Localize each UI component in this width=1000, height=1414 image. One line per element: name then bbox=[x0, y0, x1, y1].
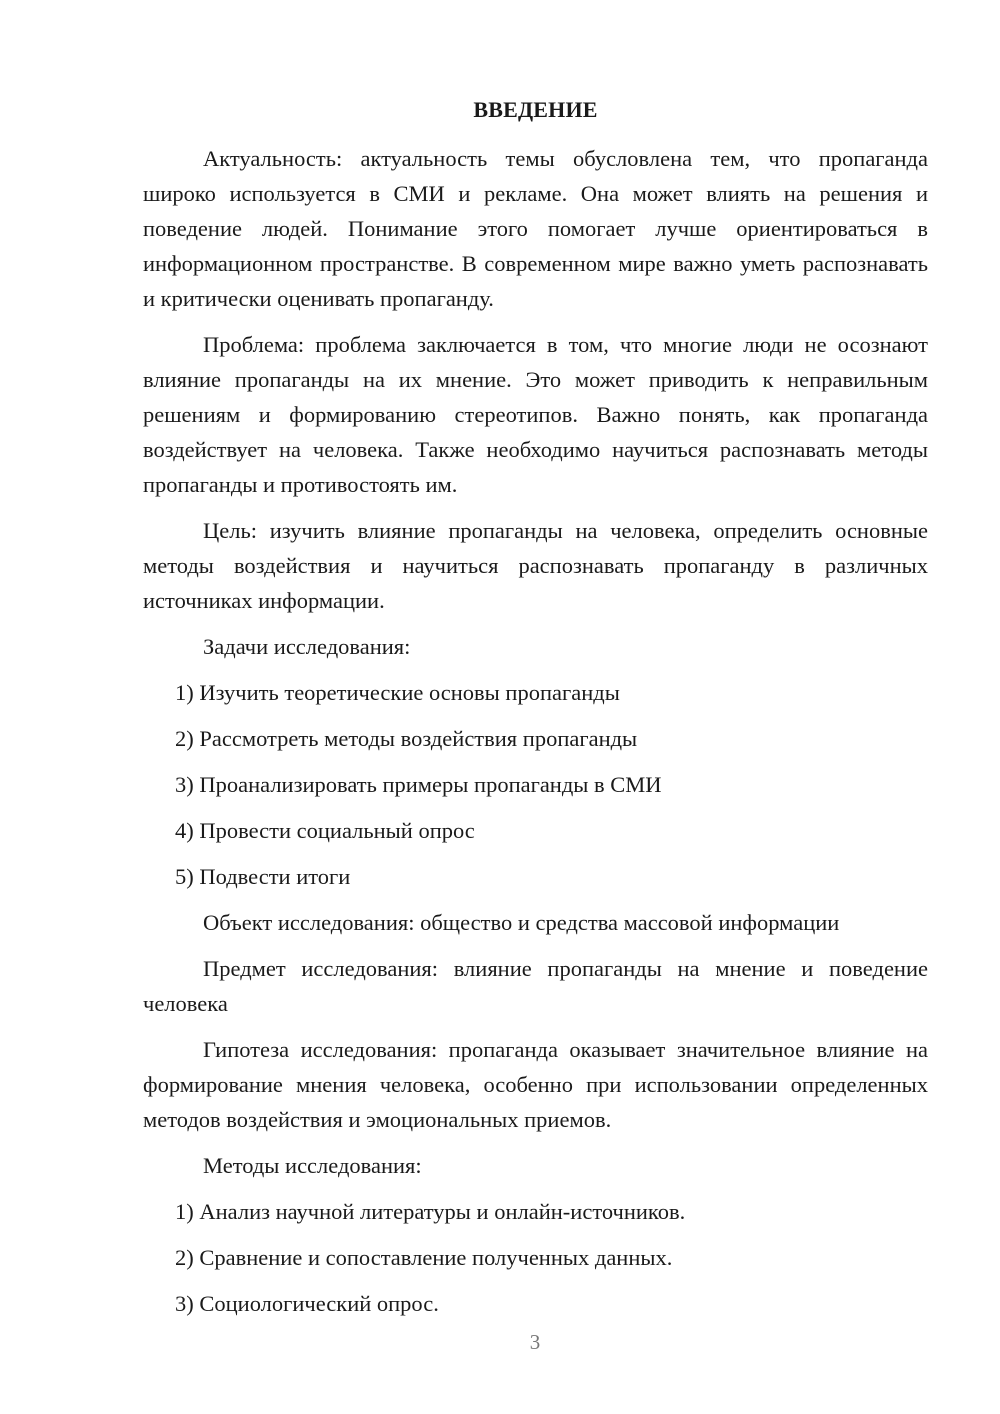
problem-paragraph: Проблема: проблема заключается в том, что многие люди не осознают влияние пропаганды на их мнение. Это может приводить к неправильным решениям и формированию стереотипов. Важно понять, как пропаганда воздействует на человека. Также необходимо научиться распознавать методы пропаганды и противостоять им. bbox=[143, 332, 928, 497]
method-item-1: 1) Анализ научной литературы и онлайн-источников. bbox=[175, 1199, 686, 1224]
object-paragraph: Объект исследования: общество и средства массовой информации bbox=[203, 910, 840, 935]
subject-paragraph: Предмет исследования: влияние пропаганды на мнение и поведение человека bbox=[143, 956, 928, 1016]
goal-paragraph: Цель: изучить влияние пропаганды на человека, определить основные методы воздействия и научиться распознавать пропаганду в различных источниках информации. bbox=[143, 518, 928, 613]
method-item-3: 3) Социологический опрос. bbox=[175, 1291, 439, 1316]
methods-title: Методы исследования: bbox=[203, 1153, 422, 1178]
tasks-list bbox=[143, 675, 928, 894]
task-item-3: 3) Проанализировать примеры пропаганды в СМИ bbox=[175, 772, 662, 797]
section-heading: ВВЕДЕНИЕ bbox=[473, 97, 598, 122]
document-page bbox=[143, 92, 928, 1321]
task-item-1: 1) Изучить теоретические основы пропаганды bbox=[175, 680, 620, 705]
task-item-2: 2) Рассмотреть методы воздействия пропаганды bbox=[175, 726, 638, 751]
page-number: 3 bbox=[529, 1330, 541, 1354]
methods-list bbox=[143, 1194, 928, 1321]
relevance-paragraph: Актуальность: актуальность темы обусловлена тем, что пропаганда широко используется в СМИ и рекламе. Она может влиять на решения и поведение людей. Понимание этого помогает лучше ориентироваться в информационном пространстве. В современном мире важно уметь распознавать и критически оценивать пропаганду. bbox=[143, 146, 928, 311]
method-item-2: 2) Сравнение и сопоставление полученных данных. bbox=[175, 1245, 673, 1270]
task-item-5: 5) Подвести итоги bbox=[175, 864, 351, 889]
tasks-title: Задачи исследования: bbox=[203, 634, 411, 659]
task-item-4: 4) Провести социальный опрос bbox=[175, 818, 475, 843]
hypothesis-paragraph: Гипотеза исследования: пропаганда оказывает значительное влияние на формирование мнения человека, особенно при использовании определенных методов воздействия и эмоциональных приемов. bbox=[143, 1037, 928, 1132]
